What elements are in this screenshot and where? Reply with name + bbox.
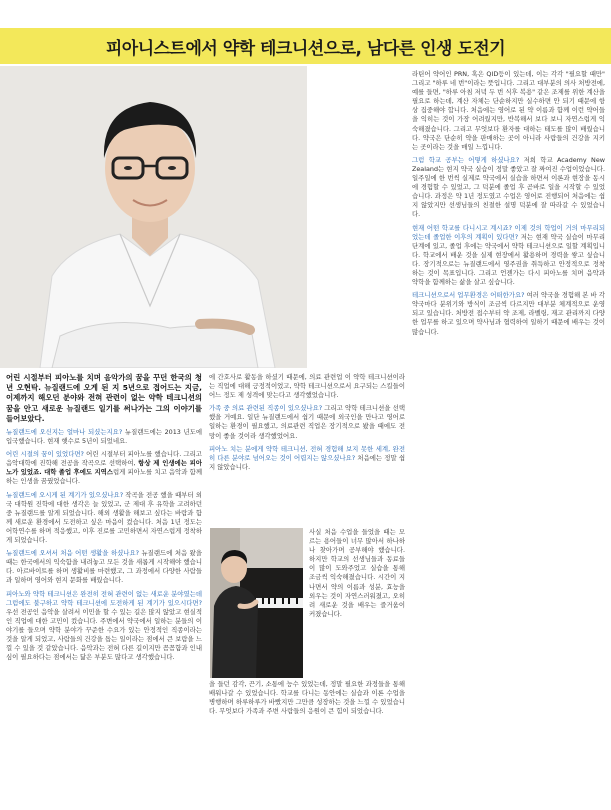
question: 피아노와 약학 테크니션은 완전히 전혀 관련이 없는 새로운 분야였는데 그럼에도 불구하고 약학 테크니션에 도전하게 된 계기가 있으시다면? — [6, 589, 202, 607]
question: 가족 중 의료 관련된 직종이 있으셨나요? — [209, 404, 323, 413]
column-2-bottom: 을 들던 감각, 끈기, 소통에 능수 있었는데, 정말 필요한 과정들을 통해 배워나갈 수 있었습니다. 학교를 다니는 동안에는 실습과 이론 수업을 병행하며 하루하루가 바빴지만 그만큼 성장하는 것을 느낄 수 있었습니다. 무엇보다 가족과 주변 사람들의 응원이 큰 힘이 되었습니다. — [209, 680, 405, 716]
answer: 럽게 피아노를 치고 음악과 함께하는 인생을 꿈꿨었습니다. — [6, 468, 202, 486]
portrait-photo — [0, 66, 307, 368]
question: 그럼 학교 공부는 어떻게 하셨나요? — [412, 155, 520, 164]
question: 뉴질랜드에 오신지는 얼마나 되셨는지요? — [6, 428, 123, 437]
piano-illustration — [210, 528, 303, 678]
column-2 — [209, 373, 405, 528]
answer: 우선 전공인 음악을 살려서 이민을 할 수 있는 길은 많지 않았고 현실적인 직업에 대한 고민이 컸습니다. 주변에서 약국에서 일하는 분들의 이야기를 들으며 약학 분야가 꾸준한 수요가 있는 안정적인 직종이라는 것을 알게 되었고, 사람들의 건강을 돕는 일이라는 점에서 큰 보람을 느낄 수 있을 것 같았습니다. 음악과는 전혀 다른 길이지만 꼼꼼함과 인내심이 필요하다는 점에서는 닮은 부분도 많다고 생각했습니다. — [6, 607, 202, 662]
answer: 뉴질랜드에는 2013 년도에 입국했습니다. 현재 햇수로 5년이 되었네요. — [6, 428, 202, 446]
question: 현재 어떤 학교를 다니시고 계시죠? 이제 것의 학업이 거의 마무리되었는데 졸업한 이후의 계획이 있다면? — [412, 223, 605, 241]
article-title: 피아니스트에서 약학 테크니션으로, 남다른 인생 도전기 — [105, 39, 506, 59]
qa-paragraph — [6, 590, 202, 663]
portrait-illustration — [0, 66, 307, 368]
qa-paragraph — [412, 291, 605, 336]
text-paragraph: 에 간호사로 활동을 하셨기 때문에, 의료 관련업 이 약학 테크니션이라는 직업에 대해 긍정적이었고, 약학 테크니션으로서 요구되는 스킬들이 어느 정도 제 성격에 맞는다고 생각했었습니다. — [209, 373, 405, 400]
answer-highlight: 항상 제 인생에는 피아노가 있었죠. 대학 졸업 후에도 지역스 — [6, 459, 202, 477]
side-column: 사실 처음 수업을 들었을 때는 모르는 용어들이 너무 많아서 하나하나 찾아가며 공부해야 했습니다. 하지만 학교의 선생님들과 동료들이 많이 도와주었고 실습을 통해 조금씩 익숙해졌습니다. 시간이 지나면서 약의 이름과 성분, 효능을 외우는 것이 자연스러워졌고, 오히려 새로운 것을 배우는 즐거움이 커졌습니다. — [309, 528, 405, 618]
qa-paragraph — [412, 156, 605, 220]
qa-paragraph — [412, 224, 605, 288]
column-1 — [6, 373, 202, 810]
qa-paragraph — [6, 450, 202, 486]
qa-paragraph — [209, 404, 405, 440]
answer: 저희 학교 Academy New Zealand는 현지 약국 실습이 정말 좋았고 잘 짜여진 수업이었습니다. 일주일에 한 번씩 실제로 약국에서 실습을 하면서 이론과 현장을 동시에 경험할 수 있었고, 그 덕분에 졸업 후 곧바로 일을 시작할 수 있었습니다. 과정은 약 1년 정도였고 수업은 영어로 진행되어 처음에는 쉽지 않았지만 선생님들의 친절한 설명 덕분에 잘 따라갈 수 있었습니다. — [412, 155, 605, 219]
answer: 뉴질랜드에 처음 왔을 때는 한국에서의 익숙함을 내려놓고 모든 것을 새롭게 시작해야 했습니다. 아르바이트를 하며 생활비를 마련했고, 그 과정에서 다양한 사람들과 일하며 영어와 현지 문화를 배웠습니다. — [6, 549, 202, 585]
answer: 처음에는 정말 쉽지 않았습니다. — [209, 453, 405, 471]
qa-paragraph — [6, 428, 202, 446]
text-paragraph: 라틴어 약어인 PRN, 혹은 QID등이 있는데, 이는 각각 "필요할 때만" 그리고 "하루 네 번"이라는 뜻입니다. 그리고 대부분의 의사 처방전에, 예를 들면, "하루 아침 저녁 두 번 식후 복용" 같은 조제를 위한 계산을 필요로 하는데, 계산 자체는 단순하지만 실수하면 안 되기 때문에 항상 집중해야 합니다. 처음에는 영어로 된 약 이름과 함께 이런 약어들을 익히는 것이 가장 어려웠지만, 반복해서 보다 보니 자연스럽게 익숙해졌습니다. 그리고 무엇보다 환자를 대하는 태도를 많이 배웠습니다. 약국은 단순히 약을 판매하는 곳이 아니라 사람들의 건강을 지키는 곳이라는 것을 매일 느낍니다. — [412, 70, 605, 151]
lead-paragraph: 어린 시절부터 피아노를 치며 음악가의 꿈을 꾸던 한국의 청년 오현탁. 뉴질랜드에 오게 된 지 5년으로 접어드는 지금, 이제까지 해오던 분야와 전혀 관련이 없는 약학 테크니션의 꿈을 안고 새로운 뉴질랜드 일기를 써나가는 그의 이야기를 들어보았다. — [6, 373, 202, 423]
question: 테크니션으로서 업무환경은 어떠한가요? — [412, 291, 525, 300]
question: 뉴질랜드에 오셔서 처음 어떤 생활을 하셨나요? — [6, 549, 140, 558]
qa-paragraph — [6, 549, 202, 585]
answer: 어린 시절부터 피아노를 했습니다. 그리고 음악대학에 진학해 전공을 작곡으로 선택하여, — [6, 450, 202, 468]
question: 피아노 치는 분에게 약학 테크니션, 전혀 경험해 보지 못한 세계, 완전히 다른 분야로 넘어오는 것이 어렵지는 않으셨나요? — [209, 444, 405, 462]
question: 뉴질랜드에 오시게 된 계기가 있으셨나요? — [6, 490, 124, 499]
answer: 여러 약국을 경험해 본 바 각 약국마다 분위기와 방식이 조금씩 다르지만 대부분 체계적으로 운영되고 있습니다. 처방전 접수부터 약 조제, 라벨링, 재고 관리까지 다양한 업무를 하고 있으며 약사님과 협력하여 일하기 때문에 배우는 것이 많습니다. — [412, 291, 605, 336]
question: 어린 시절의 꿈이 있었다면? — [6, 450, 84, 459]
piano-photo — [210, 528, 303, 678]
qa-paragraph — [209, 445, 405, 472]
answer: 작곡을 전공 했을 때부터 외국 대학원 진학에 대한 생각은 늘 있었고, 군 제대 후 유학을 고려하던 중 뉴질랜드를 알게 되었습니다. 해외 생활을 해보고 싶다는 바람과 함께 새로운 환경에서 도전하고 싶은 마음이 컸습니다. 처음 1년 정도는 어학연수를 하며 적응했고, 이후 진로를 고민하면서 자연스럽게 정착하게 되었습니다. — [6, 490, 202, 545]
qa-paragraph — [6, 491, 202, 546]
answer: 저는 현재 약국 실습이 마무리 단계에 있고, 졸업 후에는 약국에서 약학 테크니션으로 일할 계획입니다. 학교에서 배운 것을 실제 현장에서 활용하며 경력을 쌓고 싶습니다. 장기적으로는 뉴질랜드에서 영주권을 취득하고 안정적으로 정착하는 것이 목표입니다. 그리고 언젠가는 다시 피아노를 치며 음악과 약학을 함께하는 삶을 살고 싶습니다. — [412, 232, 605, 287]
answer: 그리고 약학 테크니션을 선택했을 거예요. 일단 뉴질랜드에서 쉽기 때문에 외국인을 만나고 영어로 일하는 환경이 필요했고, 의료관련 직업은 장기적으로 봤을 때에도 전망이 좋을 것이라 생각했었어요. — [209, 404, 405, 440]
column-3 — [412, 70, 605, 810]
